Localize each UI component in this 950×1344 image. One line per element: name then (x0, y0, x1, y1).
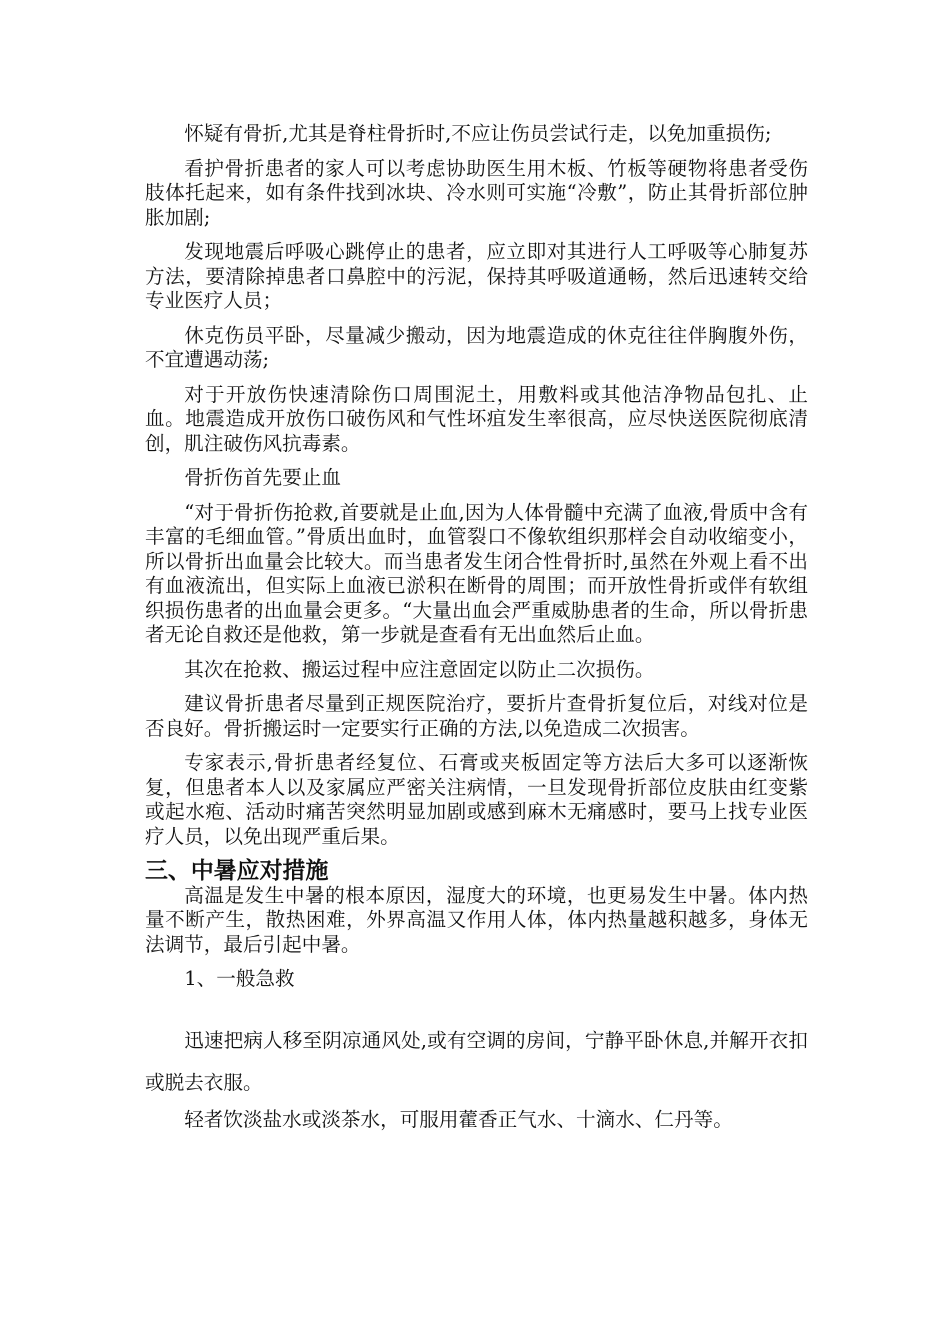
paragraph-expert: 专家表示,骨折患者经复位、石膏或夹板固定等方法后大多可以逐渐恢复，但患者本人以及家属应严密关注病情，一旦发现骨折部位皮肤由红变紫或起水疱、活动时痛苦突然明显加剧或感到麻木无痛感时，要马上找专业医疗人员，以免出现严重后果。 (145, 751, 808, 848)
paragraph-bleeding-detail: “对于骨折伤抢救,首要就是止血,因为人体骨髓中充满了血液,骨质中含有丰富的毛细血管。”骨质出血时，血管裂口不像软组织那样会自动收缩变小，所以骨折出血量会比较大。而当患者发生闭合性骨折时,虽然在外观上看不出有血液流出，但实际上血液已淤积在断骨的周围；而开放性骨折或伴有软组织损伤患者的出血量会更多。“大量出血会严重威胁患者的生命，所以骨折患者无论自救还是他救，第一步就是查看有无出血然后止血。 (145, 500, 808, 646)
paragraph-open-wound: 对于开放伤快速清除伤口周围泥土，用敷料或其他洁净物品包扎、止血。地震造成开放伤口破伤风和气性坏疽发生率很高，应尽快送医院彻底清创，肌注破伤风抗毒素。 (145, 382, 808, 455)
paragraph-light-cases: 轻者饮淡盐水或淡茶水，可服用藿香正气水、十滴水、仁丹等。 (184, 1107, 733, 1131)
paragraph-hospital: 建议骨折患者尽量到正规医院治疗，要折片查骨折复位后，对线对位是否良好。骨折搬运时一定要实行正确的方法,以免造成二次损害。 (145, 692, 808, 740)
paragraph-fixation: 其次在抢救、搬运过程中应注意固定以防止二次损伤。 (184, 657, 655, 681)
paragraph-stop-bleeding-title: 骨折伤首先要止血 (184, 466, 341, 489)
paragraph-fracture-walking: 怀疑有骨折,尤其是脊柱骨折时,不应让伤员尝试行走，以免加重损伤; (184, 122, 772, 145)
paragraph-heatstroke-cause: 高温是发生中暑的根本原因，湿度大的环境，也更易发生中暑。体内热量不断产生，散热困难，外界高温又作用人体，体内热量越积越多，身体无法调节，最后引起中暑。 (145, 883, 808, 956)
paragraph-fracture-splint: 看护骨折患者的家人可以考虑协助医生用木板、竹板等硬物将患者受伤肢体托起来，如有条件找到冰块、冷水则可实施“冷敷”，防止其骨折部位肿胀加剧; (145, 156, 808, 229)
paragraph-shock: 休克伤员平卧，尽量减少搬动，因为地震造成的休克往往伴胸腹外伤，不宜遭遇动荡; (145, 323, 808, 371)
paragraph-move-to-shade: 迅速把病人移至阴凉通风处,或有空调的房间，宁静平卧休息,并解开衣扣或脱去衣服。 (145, 1028, 808, 1094)
section-heading-heatstroke: 三、中暑应对措施 (145, 858, 329, 884)
subheading-general-aid: 1、一般急救 (184, 967, 295, 990)
paragraph-cpr: 发现地震后呼吸心跳停止的患者，应立即对其进行人工呼吸等心肺复苏方法，要清除掉患者口鼻腔中的污泥，保持其呼吸道通畅，然后迅速转交给专业医疗人员； (145, 240, 808, 312)
